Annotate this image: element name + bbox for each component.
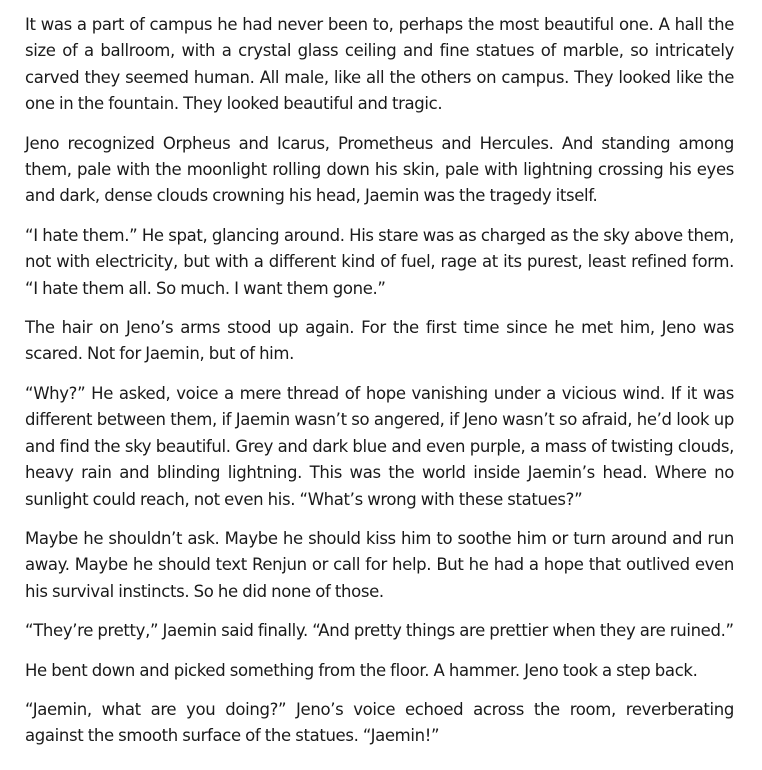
paragraph-maybe: Maybe he shouldn’t ask. Maybe he should kiss him to soothe him or turn around and run away. Maybe he should text Renjun or call for help. But he had a hope that outlived even his survival instincts. So he did none of those. (25, 528, 734, 601)
paragraph-statues-jaemin: Jeno recognized Orpheus and Icarus, Prometheus and Hercules. And standing among them, pale with the moonlight rolling down his skin, pale with lightning crossing his eyes and dark, dense clouds crowning his head, Jaemin was the tragedy itself. (25, 133, 734, 206)
paragraph-i-hate-them: “I hate them.” He spat, glancing around. His stare was as charged as the sky above them, not with electricity, but with a different kind of fuel, rage at its purest, least refined form. “I hate them all. So much. I want them gone.” (25, 225, 734, 298)
paragraph-campus-hall: It was a part of campus he had never been to, perhaps the most beautiful one. A hall the size of a ballroom, with a crystal glass ceiling and fine statues of marble, so intricately carved they seemed human. All male, like all the others on campus. They looked like the one in the fountain. They looked beautiful and tragic. (25, 15, 734, 114)
paragraph-why: “Why?” He asked, voice a mere thread of hope vanishing under a vicious wind. If it was different between them, if Jaemin wasn’t so angered, if Jeno wasn’t so afraid, he’d look up and find the sky beautiful. Grey and dark blue and even purple, a mass of twisting clouds, heavy rain and blinding lightning. This was the world inside Jaemin’s head. Where no sunlight could reach, not even his. “What’s wrong with these statues?” (25, 383, 734, 509)
paragraph-hammer: He bent down and picked something from the floor. A hammer. Jeno took a step back. (25, 660, 698, 680)
paragraph-pretty-things: “They’re pretty,” Jaemin said finally. “And pretty things are prettier when they are ruined.” (25, 621, 734, 641)
paragraph-jeno-scared: The hair on Jeno’s arms stood up again. For the first time since he met him, Jeno was scared. Not for Jaemin, but of him. (25, 318, 734, 364)
paragraph-voice-echoed: “Jaemin, what are you doing?” Jeno’s voice echoed across the room, reverberating against the smooth surface of the statues. “Jaemin!” (25, 699, 734, 746)
